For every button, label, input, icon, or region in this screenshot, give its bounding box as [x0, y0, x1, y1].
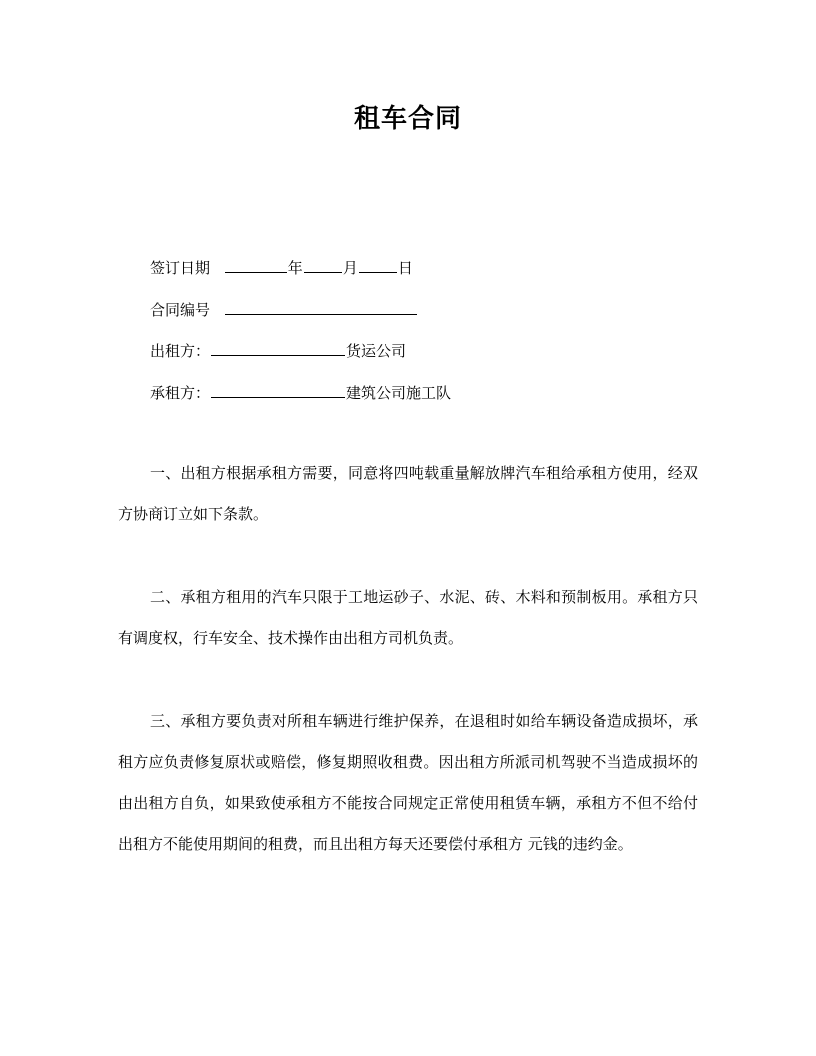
sign-date-day-blank[interactable] [359, 256, 397, 273]
lessor-line [150, 339, 406, 361]
lessor-label: 出租方： [150, 342, 211, 360]
lessee-name-blank[interactable] [211, 381, 345, 398]
clause-3: 三、承租方要负责对所租车辆进行维护保养，在退租时如给车辆设备造成损坏，承租方应负责修复原状或赔偿，修复期照收租费。因出租方所派司机驾驶不当造成损坏的由出租方自负，如果致使承租方不能按合同规定正常使用租赁车辆，承租方不但不给付出租方不能使用期间的租费，而且出租方每天还要偿付承租方 元钱的违约金。 [118, 712, 698, 853]
sign-date-line [150, 256, 413, 278]
sign-date-year-unit: 年 [287, 259, 303, 277]
sign-date-month-unit: 月 [342, 259, 358, 277]
contract-number-line [150, 298, 418, 320]
lessee-suffix: 建筑公司施工队 [346, 384, 452, 402]
sign-date-label: 签订日期 [150, 259, 211, 277]
clause-1: 一、出租方根据承租方需要，同意将四吨载重量解放牌汽车租给承租方使用，经双方协商订立如下条款。 [118, 464, 698, 523]
sign-date-year-blank[interactable] [225, 256, 287, 273]
document-title: 租车合同 [353, 104, 462, 134]
sign-date-month-blank[interactable] [304, 256, 342, 273]
lessee-line [150, 381, 451, 403]
lessee-label: 承租方： [150, 384, 211, 402]
sign-date-day-unit: 日 [397, 259, 413, 277]
lessor-suffix: 货运公司 [346, 342, 407, 360]
clause-2: 二、承租方租用的汽车只限于工地运砂子、水泥、砖、木料和预制板用。承租方只有调度权，行车安全、技术操作由出租方司机负责。 [118, 588, 698, 647]
contract-number-label: 合同编号 [150, 301, 211, 319]
lessor-name-blank[interactable] [211, 339, 345, 356]
contract-number-blank[interactable] [225, 298, 417, 315]
